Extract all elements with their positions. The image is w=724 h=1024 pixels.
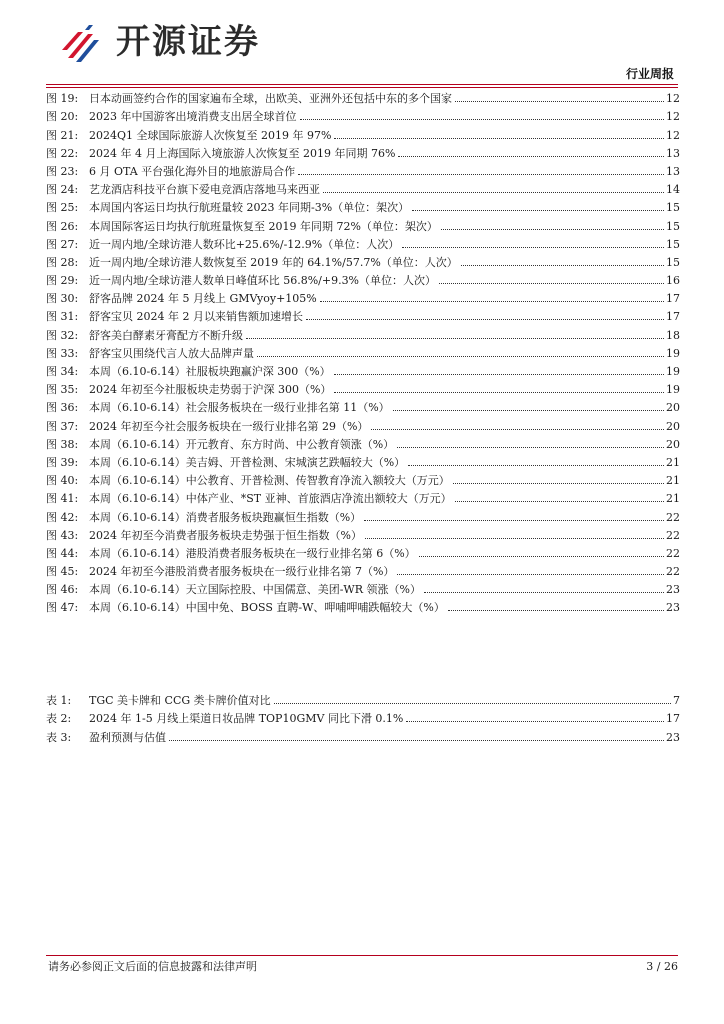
- figure-toc-entry-title: 近一周内地/全球访港人数单日峰值环比 56.8%/+9.3%（单位：人次）: [89, 274, 437, 288]
- figure-toc-entry[interactable]: [46, 196, 680, 214]
- figure-toc-entry-title: 近一周内地/全球访港人数环比+25.6%/-12.9%（单位：人次）: [89, 237, 400, 251]
- report-type: 行业周报: [625, 67, 674, 81]
- figure-toc-entry[interactable]: [46, 160, 680, 178]
- figure-toc-entry-page: 14: [666, 183, 680, 197]
- figure-toc-entry-leader-dots: [455, 501, 664, 502]
- figure-toc-entry-label: 图 31:: [46, 310, 79, 324]
- figure-toc-entry-leader-dots: [323, 192, 664, 193]
- figure-toc-entry-title: 舒客品牌 2024 年 5 月线上 GMVyoy+105%: [89, 292, 317, 306]
- figure-toc-entry[interactable]: [46, 142, 680, 160]
- figure-toc-entry-label: 图 41:: [46, 492, 79, 506]
- figure-toc-entry-page: 15: [666, 201, 680, 215]
- figure-toc-entry-leader-dots: [448, 610, 664, 611]
- figure-toc-entry[interactable]: [46, 414, 680, 432]
- figure-toc-entry-page: 15: [666, 237, 680, 251]
- figure-toc-entry-page: 20: [666, 401, 680, 415]
- figure-toc-entry-title: 2024 年初至今港股消费者服务板块在一级行业排名第 7（%）: [89, 565, 395, 579]
- page-header: [0, 0, 724, 86]
- table-toc-entry-title: 2024 年 1-5 月线上渠道日妆品牌 TOP10GMV 同比下滑 0.1%: [89, 712, 404, 726]
- figure-toc-entry-title: 本周（6.10-6.14）消费者服务板块跑赢恒生指数（%）: [89, 510, 362, 524]
- figure-toc-entry-page: 22: [666, 546, 680, 560]
- figure-toc-entry-leader-dots: [334, 138, 664, 139]
- figure-toc-entry-label: 图 42:: [46, 510, 79, 524]
- figure-toc-entry-title: 2023 年中国游客出境消费支出居全球首位: [89, 110, 297, 124]
- figure-toc-entry-label: 图 28:: [46, 255, 79, 269]
- table-toc-entry-title: 盈利预测与估值: [89, 730, 166, 744]
- figure-toc-entry[interactable]: [46, 251, 680, 269]
- figure-toc-entry-leader-dots: [393, 410, 664, 411]
- figure-toc-entry-leader-dots: [441, 229, 664, 230]
- figure-toc-entry-leader-dots: [365, 538, 664, 539]
- figure-toc-entry-title: 6 月 OTA 平台强化海外目的地旅游局合作: [89, 164, 296, 178]
- figure-toc-entry-title: 2024Q1 全球国际旅游人次恢复至 2019 年 97%: [89, 128, 332, 142]
- footer-disclaimer: 请务必参阅正文后面的信息披露和法律声明: [48, 960, 257, 973]
- table-toc-entry-label: 表 2:: [46, 712, 72, 726]
- figure-toc-entry[interactable]: [46, 87, 680, 105]
- figure-toc-entry-label: 图 43:: [46, 528, 79, 542]
- figure-toc-entry[interactable]: [46, 233, 680, 251]
- figure-toc-entry-leader-dots: [453, 483, 664, 484]
- figure-toc-entry-label: 图 26:: [46, 219, 79, 233]
- table-toc-entry-label: 表 3:: [46, 730, 72, 744]
- figure-toc-entry-page: 19: [666, 346, 680, 360]
- table-toc-entry-label: 表 1:: [46, 694, 72, 708]
- figure-toc-entry-page: 22: [666, 565, 680, 579]
- table-toc-entry[interactable]: [46, 725, 680, 743]
- figure-toc-entry[interactable]: [46, 342, 680, 360]
- figure-toc-entry-label: 图 45:: [46, 565, 79, 579]
- figure-toc-entry[interactable]: [46, 323, 680, 341]
- figure-toc-entry-label: 图 20:: [46, 110, 79, 124]
- figure-toc-entry-title: 日本动画签约合作的国家遍布全球，出欧美、亚洲外还包括中东的多个国家: [89, 92, 452, 106]
- figure-toc-entry-page: 13: [666, 146, 680, 160]
- figure-toc-entry-page: 12: [666, 92, 680, 106]
- figure-toc-entry-leader-dots: [300, 119, 665, 120]
- header-divider: [46, 84, 678, 85]
- figure-toc-entry-title: 本周（6.10-6.14）中体产业、*ST 亚神、首旅酒店净流出额较大（万元）: [89, 492, 452, 506]
- figure-toc-entry-leader-dots: [397, 574, 664, 575]
- figure-toc-entry-page: 21: [666, 474, 680, 488]
- figure-toc-entry-page: 19: [666, 383, 680, 397]
- figure-toc-entry-leader-dots: [298, 174, 664, 175]
- figure-toc-entry-title: 本周（6.10-6.14）开元教育、东方时尚、中公教育领涨（%）: [89, 437, 395, 451]
- figure-toc-entry[interactable]: [46, 396, 680, 414]
- figure-toc-entry-leader-dots: [439, 283, 664, 284]
- figure-toc-entry-title: 本周国际客运日均执行航班量恢复至 2019 年同期 72%（单位：架次）: [89, 219, 438, 233]
- figure-toc-entry-page: 23: [666, 583, 680, 597]
- figure-toc-entry-leader-dots: [455, 101, 664, 102]
- figure-toc-entry-title: 本周（6.10-6.14）美吉姆、开普检测、宋城演艺跌幅较大（%）: [89, 455, 406, 469]
- figure-toc-entry-label: 图 25:: [46, 201, 79, 215]
- figure-toc-entry-page: 22: [666, 510, 680, 524]
- figure-toc-entry-page: 18: [666, 328, 680, 342]
- figure-toc-entry-label: 图 39:: [46, 455, 79, 469]
- figure-toc-entry-title: 舒客宝贝围绕代言人放大品牌声量: [89, 346, 254, 360]
- figure-toc-entry[interactable]: [46, 378, 680, 396]
- figure-toc-entry-label: 图 40:: [46, 474, 79, 488]
- figure-toc-entry[interactable]: [46, 487, 680, 505]
- figure-toc-entry-title: 本周（6.10-6.14）港股消费者服务板块在一级行业排名第 6（%）: [89, 546, 416, 560]
- figure-toc-entry-page: 20: [666, 419, 680, 433]
- figure-toc-entry[interactable]: [46, 105, 680, 123]
- figure-toc-entry-label: 图 44:: [46, 546, 79, 560]
- figure-toc-entry[interactable]: [46, 578, 680, 596]
- figure-toc-entry-label: 图 30:: [46, 292, 79, 306]
- figure-toc-entry-leader-dots: [402, 247, 664, 248]
- table-toc-entry[interactable]: [46, 707, 680, 725]
- figure-toc-entry[interactable]: [46, 560, 680, 578]
- figure-toc-entry-label: 图 36:: [46, 401, 79, 415]
- figure-toc-entry-leader-dots: [257, 356, 664, 357]
- figure-toc-entry-leader-dots: [246, 338, 664, 339]
- figure-toc-entry[interactable]: [46, 524, 680, 542]
- footer-page-number: 3 / 26: [646, 960, 678, 973]
- figure-toc-entry-title: 本周（6.10-6.14）天立国际控股、中国儒意、美团-WR 领涨（%）: [89, 583, 421, 597]
- table-toc-entry-leader-dots: [406, 721, 664, 722]
- figure-toc-entry-title: 2024 年 4 月上海国际入境旅游人次恢复至 2019 年同期 76%: [89, 146, 396, 160]
- table-toc-entry-page: 23: [666, 730, 680, 744]
- figure-toc-entry-leader-dots: [371, 429, 664, 430]
- figure-toc-entry-label: 图 37:: [46, 419, 79, 433]
- figure-toc-entry-page: 21: [666, 492, 680, 506]
- figure-toc-entry-title: 2024 年初至今社会服务板块在一级行业排名第 29（%）: [89, 419, 369, 433]
- table-toc-entry-page: 7: [673, 694, 680, 708]
- figure-toc-entry[interactable]: [46, 469, 680, 487]
- table-toc-entry-leader-dots: [169, 740, 664, 741]
- figure-toc-entry-title: 本周国内客运日均执行航班量较 2023 年同期-3%（单位：架次）: [89, 201, 410, 215]
- figure-toc-entry-page: 15: [666, 255, 680, 269]
- figure-toc-list: [46, 87, 680, 614]
- figure-toc-entry[interactable]: [46, 542, 680, 560]
- figure-toc-entry-title: 2024 年初至今消费者服务板块走势强于恒生指数（%）: [89, 528, 362, 542]
- figure-toc-entry-label: 图 35:: [46, 383, 79, 397]
- figure-toc-entry-leader-dots: [364, 520, 664, 521]
- table-toc-entry-leader-dots: [274, 703, 671, 704]
- figure-toc-entry[interactable]: [46, 451, 680, 469]
- figure-toc-entry-leader-dots: [334, 374, 664, 375]
- figure-toc-entry-page: 20: [666, 437, 680, 451]
- figure-toc-entry-leader-dots: [397, 447, 664, 448]
- figure-toc-entry[interactable]: [46, 596, 680, 614]
- figure-toc-entry-label: 图 29:: [46, 274, 79, 288]
- figure-toc-entry-page: 15: [666, 219, 680, 233]
- figure-toc-entry[interactable]: [46, 305, 680, 323]
- figure-toc-entry[interactable]: [46, 360, 680, 378]
- figure-toc-entry-leader-dots: [320, 301, 664, 302]
- figure-toc-entry-label: 图 22:: [46, 146, 79, 160]
- figure-toc-entry-title: 本周（6.10-6.14）社会服务板块在一级行业排名第 11（%）: [89, 401, 390, 415]
- figure-toc-entry-page: 13: [666, 164, 680, 178]
- figure-toc-entry-leader-dots: [461, 265, 664, 266]
- figure-toc-entry[interactable]: [46, 505, 680, 523]
- brand-name: 开源证券: [116, 22, 260, 62]
- figure-toc-entry-page: 21: [666, 455, 680, 469]
- figure-toc-entry[interactable]: [46, 433, 680, 451]
- figure-toc-entry[interactable]: [46, 214, 680, 232]
- figure-toc-entry[interactable]: [46, 269, 680, 287]
- figure-toc-entry[interactable]: [46, 123, 680, 141]
- table-toc-entry-title: TGC 美卡牌和 CCG 类卡牌价值对比: [89, 694, 271, 708]
- figure-toc-entry-title: 2024 年初至今社服板块走势弱于沪深 300（%）: [89, 383, 332, 397]
- figure-toc-entry-page: 19: [666, 365, 680, 378]
- table-toc-list: [46, 689, 680, 744]
- figure-toc-entry-leader-dots: [306, 319, 664, 320]
- figure-toc-entry-leader-dots: [419, 556, 664, 557]
- figure-toc-entry-label: 图 23:: [46, 164, 79, 178]
- figure-toc-entry-label: 图 47:: [46, 601, 79, 615]
- figure-toc-entry-label: 图 19:: [46, 92, 79, 106]
- figure-toc-entry-label: 图 32:: [46, 328, 79, 342]
- figure-toc-entry-title: 本周（6.10-6.14）中国中免、BOSS 直聘-W、呷哺呷哺跌幅较大（%）: [89, 601, 445, 615]
- figure-toc-entry-title: 舒客宝贝 2024 年 2 月以来销售额加速增长: [89, 310, 303, 324]
- figure-toc-entry-page: 17: [666, 310, 680, 324]
- figure-toc-entry-leader-dots: [334, 392, 664, 393]
- figure-toc-entry-label: 图 34:: [46, 365, 79, 378]
- figure-toc-entry-title: 本周（6.10-6.14）社服板块跑赢沪深 300（%）: [89, 365, 331, 378]
- figure-toc-entry-title: 艺龙酒店科技平台旗下爱电竞酒店落地马来西亚: [89, 183, 320, 197]
- figure-toc-entry-leader-dots: [424, 592, 664, 593]
- figure-toc-entry-label: 图 27:: [46, 237, 79, 251]
- figure-toc-entry-page: 16: [666, 274, 680, 288]
- table-toc-entry[interactable]: [46, 689, 680, 707]
- figure-toc-entry-title: 本周（6.10-6.14）中公教育、开普检测、传智教育净流入额较大（万元）: [89, 474, 450, 488]
- figure-toc-entry-leader-dots: [408, 465, 664, 466]
- footer-divider: [46, 955, 678, 956]
- figure-toc-entry-page: 23: [666, 601, 680, 615]
- figure-toc-entry-label: 图 38:: [46, 437, 79, 451]
- figure-toc-entry-title: 近一周内地/全球访港人数恢复至 2019 年的 64.1%/57.7%（单位：人次）: [89, 255, 458, 269]
- figure-toc-entry-title: 舒客美白酵素牙膏配方不断升级: [89, 328, 243, 342]
- figure-toc-entry[interactable]: [46, 178, 680, 196]
- figure-toc-entry-leader-dots: [398, 156, 664, 157]
- table-toc-entry-page: 17: [666, 712, 680, 726]
- figure-toc-entry-label: 图 46:: [46, 583, 79, 597]
- figure-toc-entry-label: 图 24:: [46, 183, 79, 197]
- figure-toc-entry-label: 图 21:: [46, 128, 79, 142]
- figure-toc-entry-page: 17: [666, 292, 680, 306]
- kaiyuan-logo-icon: [58, 20, 104, 66]
- figure-toc-entry-page: 12: [666, 128, 680, 142]
- figure-toc-entry[interactable]: [46, 287, 680, 305]
- figure-toc-entry-label: 图 33:: [46, 346, 79, 360]
- figure-toc-entry-leader-dots: [412, 210, 664, 211]
- figure-toc-entry-page: 22: [666, 528, 680, 542]
- figure-toc-entry-page: 12: [666, 110, 680, 124]
